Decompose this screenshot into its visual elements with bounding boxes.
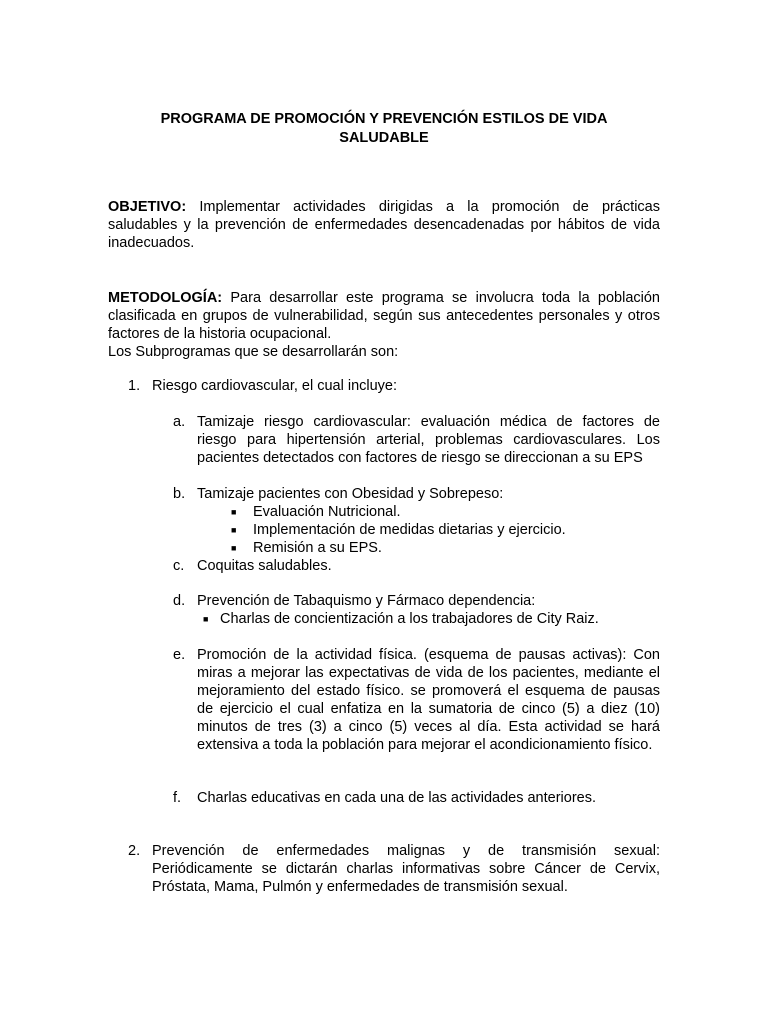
sub-item-b-bullet-3: Remisión a su EPS. xyxy=(253,540,382,556)
sub-item-b-bullet-2: Implementación de medidas dietarias y ejercicio. xyxy=(253,522,566,538)
objetivo-paragraph xyxy=(108,198,660,252)
sub-item-a-marker: a. xyxy=(173,414,186,430)
metodologia-text: Para desarrollar este programa se involucra toda la población clasificada en grupos de vulnerabilidad, según sus antecedentes personales y otros factores de la historia ocupacional. xyxy=(108,290,660,342)
bullet-icon: ■ xyxy=(203,614,209,624)
sub-item-d-bullet-1: Charlas de concientización a los trabajadores de City Raiz. xyxy=(220,611,599,627)
sub-item-f-text: Charlas educativas en cada una de las actividades anteriores. xyxy=(197,790,596,806)
sub-item-e-text: Promoción de la actividad física. (esquema de pausas activas): Con miras a mejorar las expectativas de vida de los pacientes, mediante el mejoramiento del estado físico. se promoverá el esquema de pausas de ejercicio el cual enfatiza en la sumatoria de cinco (5) a diez (10) minutos de tres (3) a cinco (5) veces al día. Esta actividad se hará extensiva a toda la población para mejorar el acondicionamiento físico. xyxy=(197,647,660,753)
document-title xyxy=(108,110,660,148)
sub-item-b-bullet-1: Evaluación Nutricional. xyxy=(253,504,401,520)
title-line-2: SALUDABLE xyxy=(339,130,429,146)
sub-item-b-text: Tamizaje pacientes con Obesidad y Sobrepeso: xyxy=(197,486,504,502)
sub-item-a-text: Tamizaje riesgo cardiovascular: evaluación médica de factores de riesgo para hipertensión arterial, problemas cardiovasculares. Los pacientes detectados con factores de riesgo se direccionan a su EPS xyxy=(197,414,660,466)
list-number-2: 2. xyxy=(128,843,141,859)
sub-item-c-text: Coquitas saludables. xyxy=(197,558,332,574)
bullet-icon: ■ xyxy=(231,507,237,517)
title-line-1: PROGRAMA DE PROMOCIÓN Y PREVENCIÓN ESTILOS DE VIDA xyxy=(160,111,608,127)
sub-item-d-text: Prevención de Tabaquismo y Fármaco dependencia: xyxy=(197,593,536,609)
list-item-2-text: Prevención de enfermedades malignas y de transmisión sexual: Periódicamente se dictarán charlas informativas sobre Cáncer de Cervix, Próstata, Mama, Pulmón y enfermedades de transmisión sexual. xyxy=(152,843,660,895)
subprogramas-intro: Los Subprogramas que se desarrollarán son: xyxy=(108,344,399,360)
sub-item-c-marker: c. xyxy=(173,558,185,574)
bullet-icon: ■ xyxy=(231,525,237,535)
list-item-1-text: Riesgo cardiovascular, el cual incluye: xyxy=(152,378,398,394)
sub-item-d-marker: d. xyxy=(173,593,186,609)
metodologia-paragraph xyxy=(108,289,660,343)
sub-item-b-marker: b. xyxy=(173,486,186,502)
list-number-1: 1. xyxy=(128,378,141,394)
sub-item-f-marker: f. xyxy=(173,790,182,806)
objetivo-label: OBJETIVO: xyxy=(108,199,187,215)
bullet-icon: ■ xyxy=(231,543,237,553)
objetivo-text: Implementar actividades dirigidas a la promoción de prácticas saludables y la prevención de enfermedades desencadenadas por hábitos de vida inadecuados. xyxy=(108,199,660,251)
metodologia-label: METODOLOGÍA: xyxy=(108,290,223,306)
sub-item-e-marker: e. xyxy=(173,647,186,663)
